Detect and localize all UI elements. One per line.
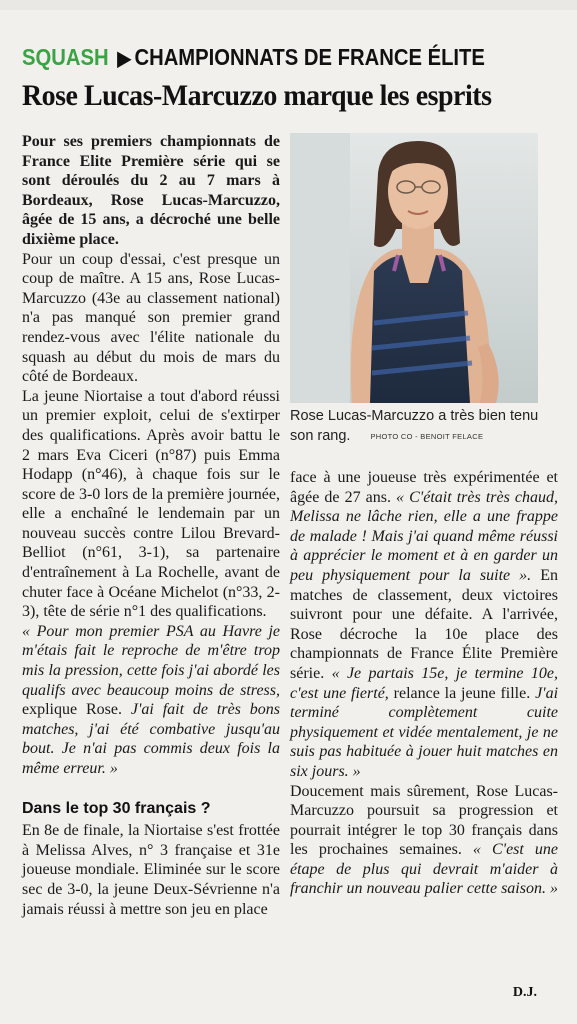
quote-3: « C'était très très chaud, Melissa ne lâche rien, elle a une frappe de malade ! Mais j'ai quand même réussi à apprécier le moment et à en garder un peu physiquement pour la suite ».	[290, 488, 558, 584]
paragraph-5	[290, 468, 558, 782]
p5-text-3: relance la jeune fille.	[393, 684, 531, 702]
p5-text-1: face à une joueuse très expérimentée et âgée de 27 ans.	[290, 469, 558, 506]
article-lede: Pour ses premiers championnats de France Elite Première série qui se sont déroulés du 2 au 7 mars à Bordeaux, Rose Lucas-Marcuzzo, âgée de 15 ans, a décroché une belle dixième place.	[22, 133, 280, 248]
page-top-strip	[0, 0, 577, 10]
p6-text: Doucement mais sûrement, Rose Lucas-Marcuzzo poursuit sa progression et pourrait intégrer le top 30 français dans les prochaines semaines.	[290, 782, 558, 859]
paragraph-1: Pour un coup d'essai, c'est presque un coup de maître. A 15 ans, Rose Lucas-Marcuzzo (43e au classement national) n'a pas manqué son premier grand rendez-vous avec l'élite nationale du squash au début du mois de mars du côté de Bordeaux.	[22, 250, 280, 386]
p5-text-2: En matches de classement, deux victoires suivront pour une défaite. A l'arrivée, Rose décroche la 10e place des championnats de France Élite Première série.	[290, 566, 559, 682]
triangle-right-icon: ▶	[117, 48, 131, 70]
subheading: Dans le top 30 français ?	[22, 799, 211, 817]
quote-6: « C'est une étape de plus qui devrait m'aider à franchir un nouveau palier cette saison. »	[290, 841, 559, 898]
quote-5: J'ai terminé complètement cuite physiquement et vidée mentalement, je ne suis pas habituée à jouer huit matches en six jours. »	[290, 684, 559, 780]
attribution-1: explique Rose.	[22, 701, 122, 719]
paragraph-3	[22, 622, 280, 779]
section-label: SQUASH	[22, 44, 109, 70]
quote-2: J'ai fait de très bons matches, j'ai été combative jusqu'au bout. Je n'ai pas commis deux fois la même erreur. »	[22, 701, 281, 777]
quote-1: « Pour mon premier PSA au Havre je m'étais fait le reproche de m'être trop mis la pression, cette fois j'ai abordé les qualifs avec beaucoup moins de stress,	[22, 622, 280, 699]
topic-label: CHAMPIONNATS DE FRANCE ÉLITE	[134, 44, 485, 70]
right-column	[290, 468, 558, 899]
article-headline: Rose Lucas-Marcuzzo marque les esprits	[22, 79, 492, 112]
quote-4: « Je partais 15e, je termine 10e, c'est une fierté,	[290, 664, 558, 702]
paragraph-2: La jeune Niortaise a tout d'abord réussi un premier exploit, celui de s'extirper des qualifications. Après avoir battu le 2 mars Eva Ciceri (n°87) puis Emma Hodapp (n°46), à chaque fois sur le score de 3-0 lors de la première journée, elle a enchaîné le lendemain par un nouveau succès contre Lilou Brevard-Belliot (n°61, 3-1), sa partenaire d'entraînement à La Rochelle, avant de chuter face à Océane Michelot (n°33, 2-3), tête de série n°1 des qualifications.	[22, 387, 280, 621]
author-signature: D.J.	[512, 985, 537, 1000]
caption-text: Rose Lucas-Marcuzzo a très bien tenu son rang.	[290, 408, 539, 444]
photo-credit: PHOTO CO - BENOIT FELACE	[370, 432, 484, 441]
athlete-photo-illustration	[290, 133, 538, 403]
article-kicker	[22, 44, 485, 72]
paragraph-6	[290, 782, 558, 900]
paragraph-4: En 8e de finale, la Niortaise s'est frottée à Melissa Alves, n° 3 française et 31e joueuse mondiale. Eliminée sur le score sec de 3-0, la jeune Deux-Sévrienne n'a jamais réussi à mettre son jeu en place	[22, 822, 280, 918]
left-column	[22, 132, 280, 919]
athlete-photo	[290, 133, 538, 403]
photo-caption	[290, 406, 550, 447]
